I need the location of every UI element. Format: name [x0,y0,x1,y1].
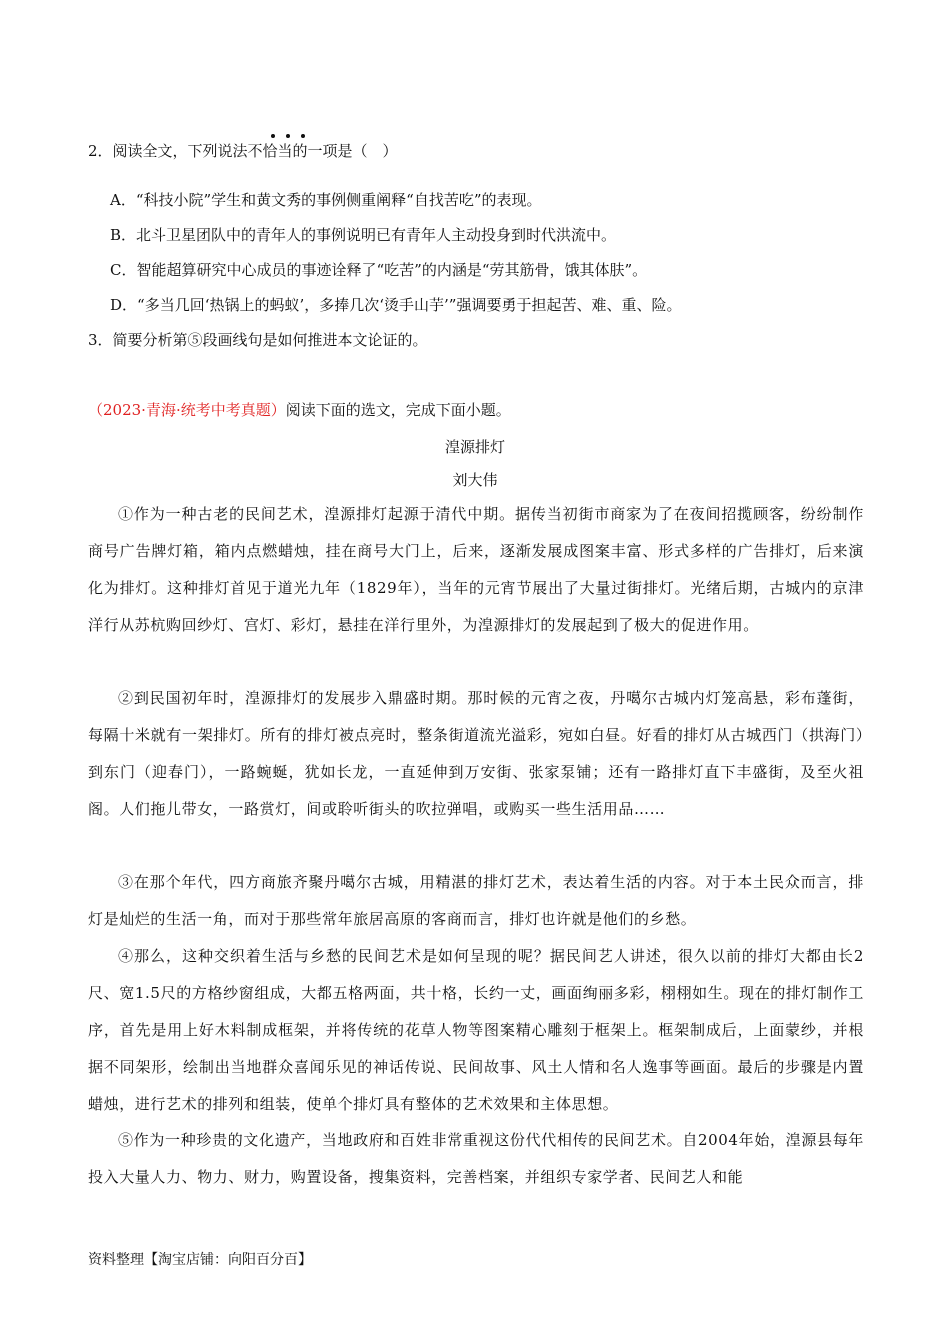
article-title: 湟源排灯 [444,438,505,456]
emphasis-dot [286,134,290,138]
question-2-stem: 2．阅读全文，下列说法不恰当的一项是（ ） [88,142,398,160]
paragraph-4: ④那么，这种交织着生活与乡愁的民间艺术是如何呈现的呢？据民间艺人讲述，很久以前的排灯大都由长2尺、宽1.5尺的方格纱窗组成，大都五格两面，共十格，长约一丈，画面绚丽多彩，栩栩如生。现在的排灯制作工序，首先是用上好木料制成框架，并将传统的花草人物等图案精心雕刻于框架上。框架制成后，上面蒙纱，并根据不同架形，绘制出当地群众喜闻乐见的神话传说、民间故事、风土人情和名人逸事等画面。最后的步骤是内置蜡烛，进行艺术的排列和组装，使单个排灯具有整体的艺术效果和主体思想。 [88,947,864,1113]
question-2-option-d: D．“多当几回‘热锅上的蚂蚁’，多捧几次‘烫手山芋’”强调要勇于担起苦、难、重、险。 [110,296,682,314]
question-3-stem: 3．简要分析第⑤段画线句是如何推进本文论证的。 [88,331,428,349]
section-instruction: 阅读下面的选文，完成下面小题。 [285,401,511,419]
emphasis-dot [271,134,275,138]
paragraph-1: ①作为一种古老的民间艺术，湟源排灯起源于清代中期。据传当初街市商家为了在夜间招揽顾客，纷纷制作商号广告牌灯箱，箱内点燃蜡烛，挂在商号大门上，后来，逐渐发展成图案丰富、形式多样的广告排灯，后来演化为排灯。这种排灯首见于道光九年（1829年），当年的元宵节展出了大量过街排灯。光绪后期，古城内的京津洋行从苏杭购回纱灯、宫灯、彩灯，悬挂在洋行里外，为湟源排灯的发展起到了极大的促进作用。 [88,505,864,634]
question-2-option-c: C．智能超算研究中心成员的事迹诠释了“吃苦”的内涵是“劳其筋骨，饿其体肤”。 [110,261,648,279]
paragraph-3: ③在那个年代，四方商旅齐聚丹噶尔古城，用精湛的排灯艺术，表达着生活的内容。对于本土民众而言，排灯是灿烂的生活一角，而对于那些常年旅居高原的客商而言，排灯也许就是他们的乡愁。 [88,873,864,928]
source-tag: （2023·青海·统考中考真题） [88,401,286,419]
emphasis-dot [301,134,305,138]
paragraph-2: ②到民国初年时，湟源排灯的发展步入鼎盛时期。那时候的元宵之夜，丹噶尔古城内灯笼高悬，彩布蓬街，每隔十米就有一架排灯。所有的排灯被点亮时，整条街道流光溢彩，宛如白昼。好看的排灯从古城西门（拱海门）到东门（迎春门），一路蜿蜒，犹如长龙，一直延伸到万安街、张家泵铺；还有一路排灯直下丰盛街，及至火祖阁。人们拖儿带女，一路赏灯，间或聆听街头的吹拉弹唱，或购买一些生活用品…… [88,689,864,818]
page-footer: 资料整理【淘宝店铺：向阳百分百】 [88,1252,312,1268]
article-author: 刘大伟 [452,471,498,489]
question-2-option-b: B．北斗卫星团队中的青年人的事例说明已有青年人主动投身到时代洪流中。 [110,226,617,244]
question-2-option-a: A．“科技小院”学生和黄文秀的事例侧重阐释“自找苦吃”的表现。 [110,191,542,209]
paragraph-5: ⑤作为一种珍贵的文化遗产，当地政府和百姓非常重视这份代代相传的民间艺术。自2004年始，湟源县每年投入大量人力、物力、财力，购置设备，搜集资料，完善档案，并组织专家学者、民间艺人和能 [88,1131,864,1186]
section-intro [88,400,511,420]
